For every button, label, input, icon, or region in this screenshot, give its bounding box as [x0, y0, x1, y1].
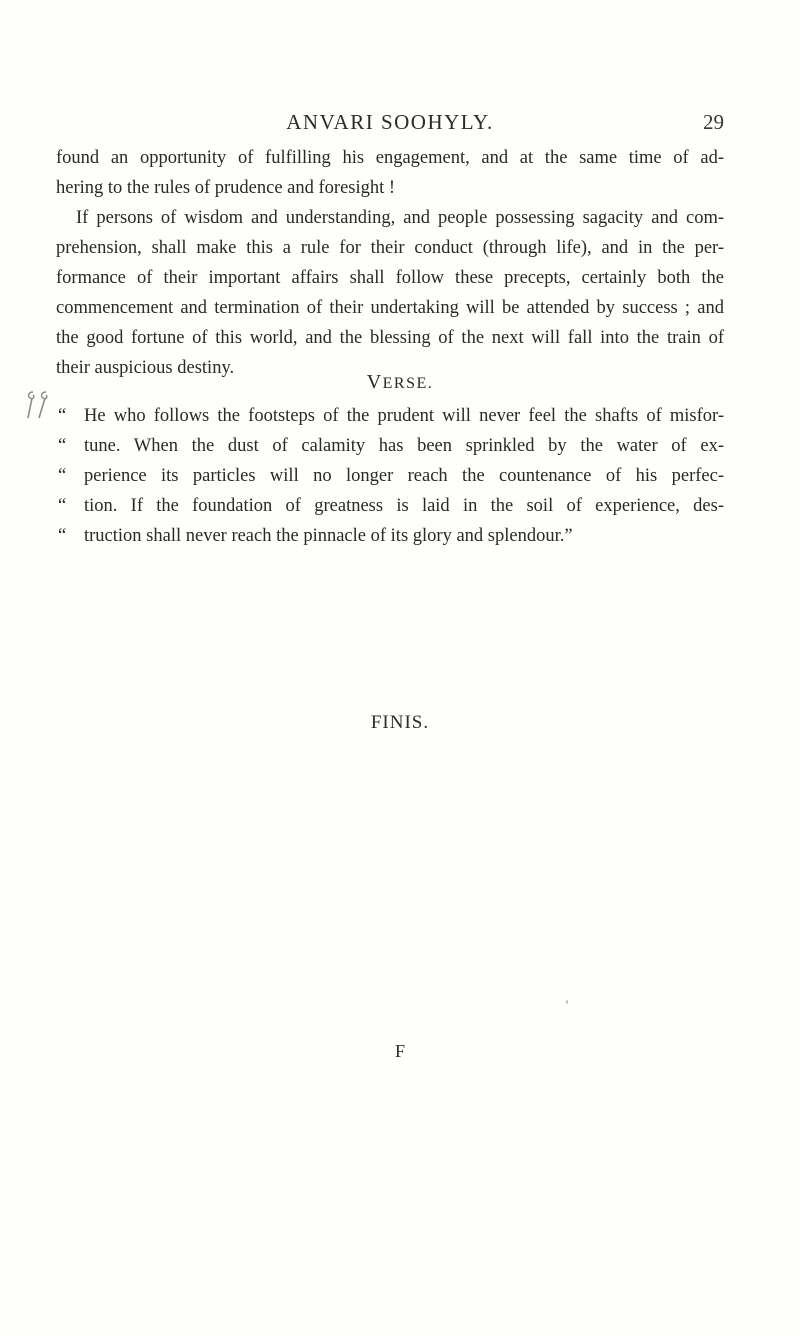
quote-mark: “: [58, 436, 67, 456]
handwritten-margin-mark: [24, 388, 58, 422]
verse-heading: [0, 371, 800, 394]
verse-heading-rest: ERSE.: [382, 375, 434, 392]
text-line: prehension, shall make this a rule for their conduct (through life), and in the per-: [56, 238, 724, 258]
running-title: ANVARI SOOHYLY.: [286, 110, 494, 134]
signature-mark: F: [394, 1041, 405, 1061]
quote-mark: “: [58, 406, 67, 426]
quote-mark: “: [58, 496, 67, 516]
text-line: their auspicious destiny.: [56, 358, 235, 378]
text-line: found an opportunity of fulfilling his engagement, and at the same time of ad-: [56, 148, 724, 168]
quote-mark: “: [58, 526, 67, 546]
text-line: If persons of wisdom and understanding, and people possessing sagacity and com-: [76, 208, 724, 228]
page-number: 29: [703, 110, 724, 134]
verse-line: “ He who follows the footsteps of the prudent will never feel the shafts of misfor-: [58, 401, 724, 431]
verse-line: “ tune. When the dust of calamity has been sprinkled by the water of ex-: [58, 431, 724, 461]
verse-line: “ tion. If the foundation of greatness is laid in the soil of experience, des-: [58, 491, 724, 521]
paper-speck: [566, 1000, 568, 1004]
text-line: formance of their important affairs shall follow these precepts, certainly both the: [56, 268, 724, 288]
verse-line: “ perience its particles will no longer reach the countenance of his perfec-: [58, 461, 724, 491]
text-line: commencement and termination of their undertaking will be attended by success ; and: [56, 298, 724, 318]
continued-paragraph: [56, 143, 724, 203]
verse-quotation: [58, 401, 724, 551]
text-line: the good fortune of this world, and the blessing of the next will fall into the train of: [56, 328, 724, 348]
verse-heading-initial: V: [366, 371, 383, 393]
running-head: [56, 110, 724, 138]
verse-line: “ truction shall never reach the pinnacle of its glory and splendour.”: [58, 521, 724, 551]
finis-label: FINIS.: [370, 712, 430, 733]
text-line: hering to the rules of prudence and foresight !: [56, 178, 396, 198]
paragraph: [56, 203, 724, 383]
quote-mark: “: [58, 466, 67, 486]
